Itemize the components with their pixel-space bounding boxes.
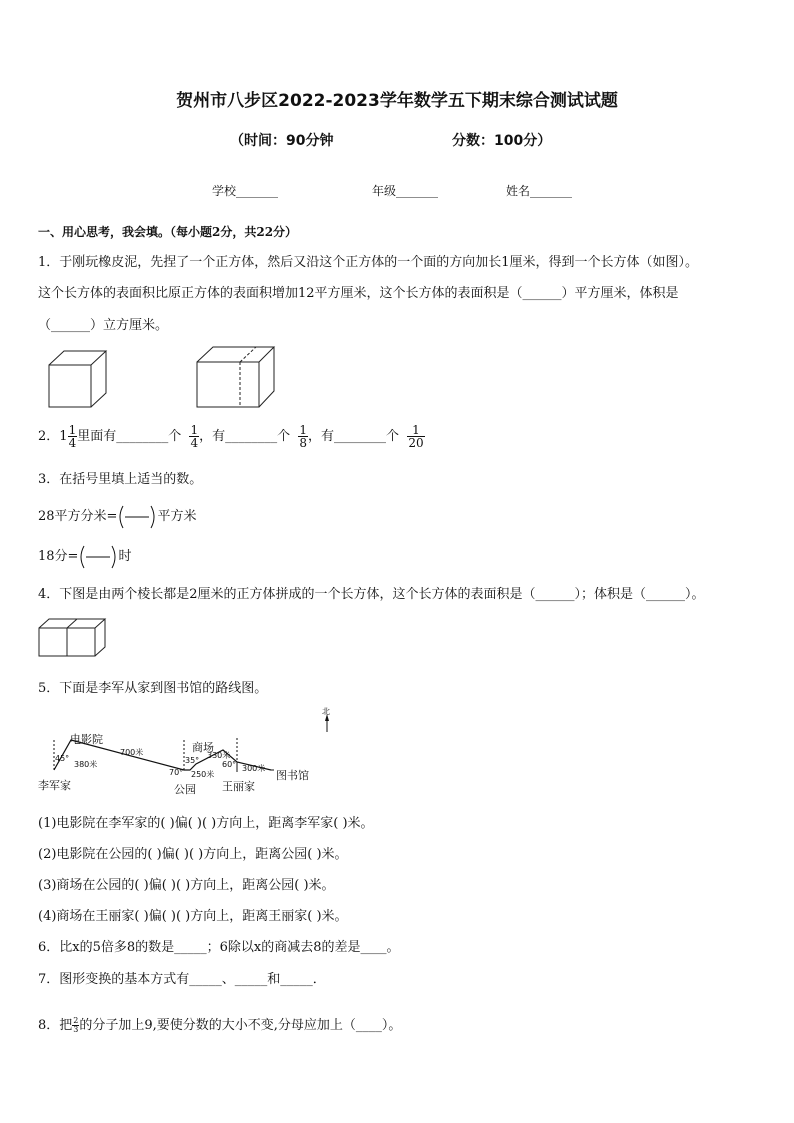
map-park: 公园 [174,783,196,796]
q1-line1: 1．于刚玩橡皮泥，先捏了一个正方体，然后又沿这个正方体的一个面的方向加长1厘米，得到一个长方体（如图）。 [38,255,699,270]
q3-line-a [38,505,196,527]
q5-sub2: (2)电影院在公园的( )偏( )( )方向上，距离公园( )米。 [38,847,348,862]
q3-b-blank [78,547,118,567]
grade-field: 年级_______ [372,184,439,198]
q2-prefix: 2． [38,429,60,444]
q2-line [38,424,425,449]
q5-sub4: (4)商场在王丽家( )偏( )( )方向上，距离王丽家( )米。 [38,909,348,924]
q3-line1: 3．在括号里填上适当的数。 [38,472,203,487]
q3-b-right: 时 [118,549,132,564]
q3-line-b [38,545,131,567]
map-angle-60: 60° [222,760,237,769]
map-dist-700: 700米 [120,748,144,757]
section-heading: 一、用心思考，我会填。（每小题2分，共22分） [38,225,298,239]
q8-prefix: 8．把 [38,1018,73,1033]
q4-line: 4．下图是由两个棱长都是2厘米的正方体拼成的一个长方体，这个长方体的表面积是（______）；体积是（______）。 [38,587,705,602]
exam-score: 分数：100分） [452,133,552,149]
q3-b-left: 18分= [38,549,79,564]
map-wang-home: 王丽家 [222,780,255,793]
map-angle-35: 35° [185,756,200,765]
q2-fraction-2: $\frac{1}{4}$ [190,423,199,450]
q3-a-right: 平方米 [157,509,197,524]
two-cubes-figure [38,618,108,658]
q5-sub1: (1)电影院在李军家的( )偏( )( )方向上，距离李军家( )米。 [38,816,374,831]
map-dist-330: 330米 [207,751,231,760]
q3-a-left: 28平方分米= [38,509,118,524]
q3-a-blank [117,507,157,527]
map-dist-300: 300米 [242,764,266,773]
q2-mixed-whole: 1 [59,429,68,444]
cuboid-figure [196,346,278,410]
map-dist-380: 380米 [74,760,98,769]
q5-line1: 5．下面是李军从家到图书馆的路线图。 [38,681,268,696]
q8-suffix: 的分子加上9,要使分数的大小不变,分母应加上（____）。 [79,1018,402,1033]
q5-sub3: (3)商场在公园的( )偏( )( )方向上，距离公园( )米。 [38,878,335,893]
cube-figure [48,350,110,410]
q2-fraction-3: $\frac{1}{8}$ [299,423,308,450]
page-title: 贺州市八步区2022-2023学年数学五下期末综合测试试题 [176,91,618,111]
map-mall: 商场 [192,741,214,754]
exam-time: （时间：90分钟 [230,133,334,149]
q2-text-3: ，有________个 [308,429,400,444]
q7-line: 7．图形变换的基本方式有_____、_____和_____． [38,972,326,987]
q8-fraction: $\frac{2}{3}$ [73,1016,79,1034]
map-cinema: 电影院 [70,733,103,746]
map-library: 图书馆 [276,769,309,782]
map-angle-70: 70° [169,768,184,777]
q8-line [38,1014,401,1034]
q2-text-2: ，有________个 [199,429,291,444]
map-angle-45: 45° [55,754,70,763]
q6-line: 6．比x的5倍多8的数是_____；6除以x的商减去8的差是____。 [38,940,400,955]
q1-line2: 这个长方体的表面积比原正方体的表面积增加12平方厘米，这个长方体的表面积是（______）平方厘米，体积是 [38,286,679,301]
north-label: 北 [322,707,330,716]
q1-line3: （______）立方厘米。 [38,318,169,333]
map-li-home: 李军家 [38,779,71,792]
school-field: 学校_______ [212,184,279,198]
name-field: 姓名_______ [506,184,573,198]
q2-fraction-4: $\frac{1}{20}$ [408,423,424,450]
q2-fraction-1: $\frac{1}{4}$ [68,423,77,450]
q2-text-1: 里面有________个 [77,429,182,444]
map-dist-250: 250米 [191,770,215,779]
